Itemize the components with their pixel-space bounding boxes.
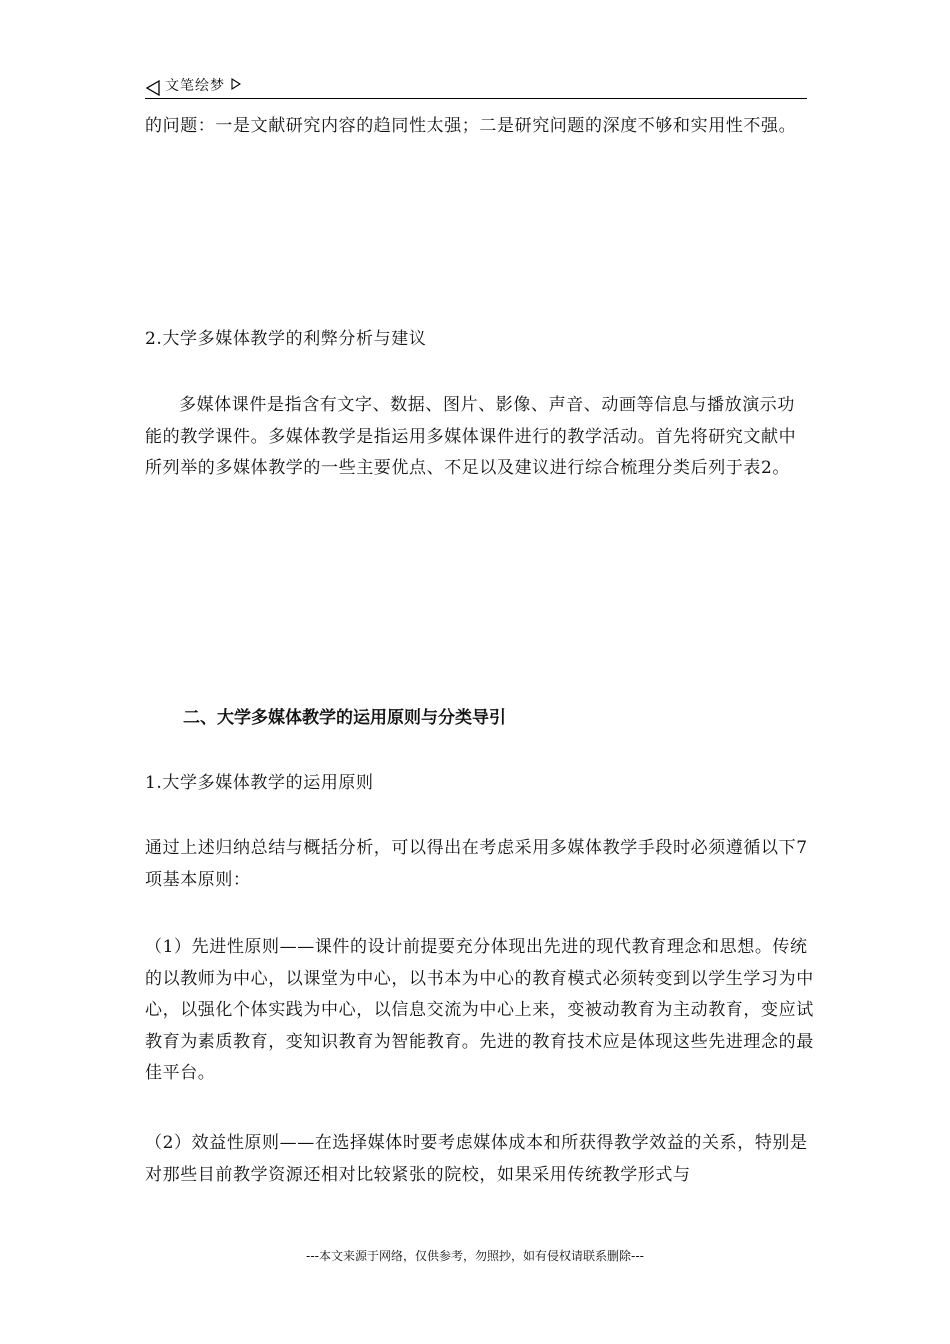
paragraph-principles-intro: 通过上述归纳总结与概括分析，可以得出在考虑采用多媒体教学手段时必须遵循以下7项基本原则： [145, 838, 808, 890]
paragraph-principle-1: （1）先进性原则——课件的设计前提要充分体现出先进的现代教育理念和思想。传统的以教师为中心，以课堂为中心，以书本为中心的教育模式必须转变到以学生学习为中心，以强化个体实践为中心，以信息交流为中心上来，变被动教育为主动教育，变应试教育为素质教育，变知识教育为智能教育。先进的教育技术应是体现这些先进理念的最佳平台。 [145, 937, 814, 1083]
section-heading-1: 1.大学多媒体教学的运用原则 [145, 773, 374, 793]
triangle-left-icon [145, 80, 161, 96]
paragraph-intro-continuation: 的问题：一是文献研究内容的趋同性太强；二是研究问题的深度不够和实用性不强。 [145, 116, 797, 136]
brand-name: 文笔绘梦 [165, 78, 225, 94]
header-divider [145, 98, 807, 99]
page-header [145, 76, 807, 98]
paragraph-multimedia-definition: 多媒体课件是指含有文字、数据、图片、影像、声音、动画等信息与播放演示功能的教学课件。多媒体教学是指运用多媒体课件进行的教学活动。首先将研究文献中所列举的多媒体教学的一些主要优点、不足以及建议进行综合梳理分类后列于表2。 [145, 395, 797, 478]
paragraph-principle-2: （2）效益性原则——在选择媒体时要考虑媒体成本和所获得教学效益的关系，特别是对那些目前教学资源还相对比较紧张的院校，如果采用传统教学形式与 [145, 1133, 808, 1185]
section-heading-2: 2.大学多媒体教学的利弊分析与建议 [145, 329, 427, 349]
triangle-right-icon [231, 78, 241, 90]
page-footer: ---本文来源于网络，仅供参考，勿照抄，如有侵权请联系删除--- [306, 1249, 644, 1263]
chapter-heading-principles: 二、大学多媒体教学的运用原则与分类导引 [183, 708, 506, 728]
